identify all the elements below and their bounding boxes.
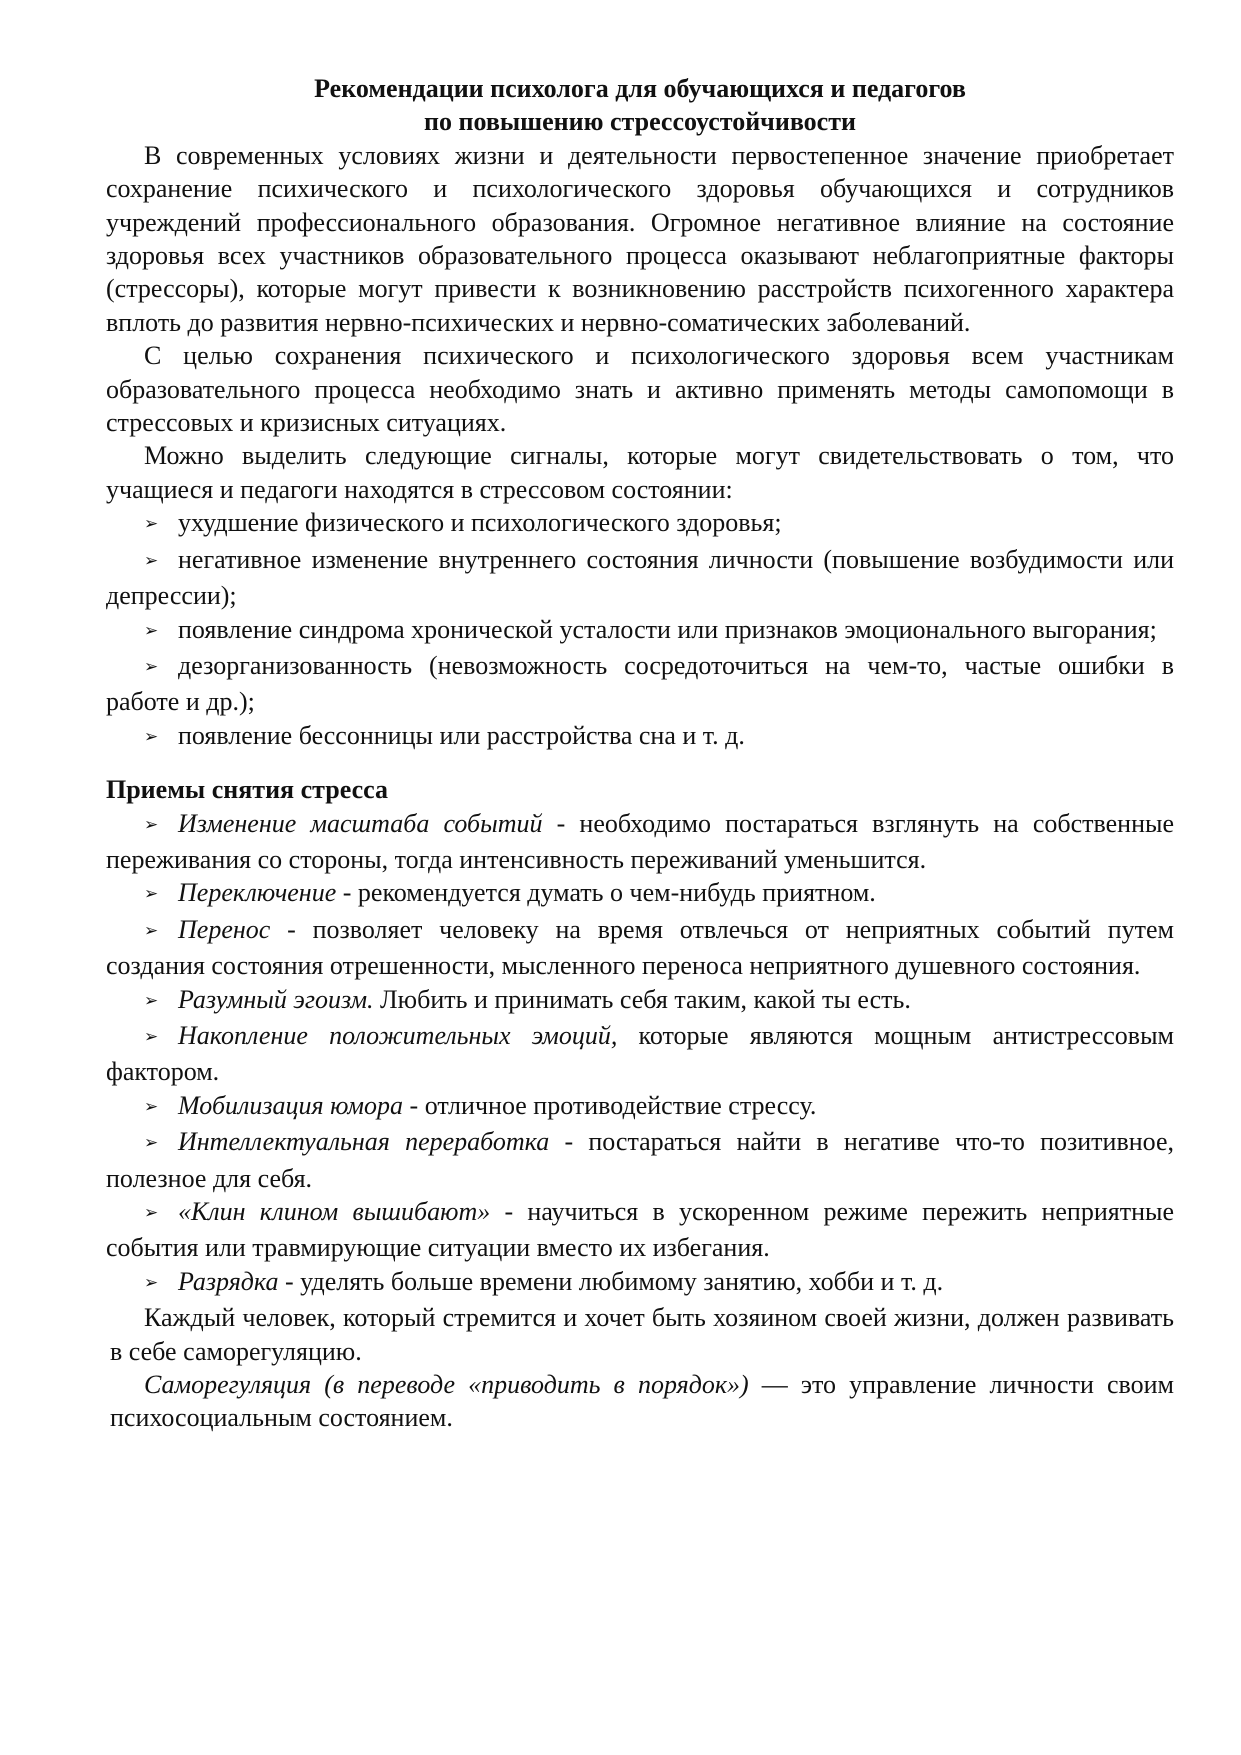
arrow-bullet-icon: ➢	[144, 656, 159, 676]
technique-item	[106, 913, 1174, 983]
signal-item	[106, 649, 1174, 719]
definition-term: Саморегуляция (в переводе «приводить в порядок»)	[144, 1370, 749, 1400]
arrow-bullet-icon: ➢	[144, 814, 159, 834]
technique-term: Разрядка	[178, 1266, 279, 1296]
technique-term: Переключение	[178, 878, 337, 908]
document-title	[106, 72, 1174, 139]
arrow-bullet-icon: ➢	[144, 884, 159, 904]
technique-item	[106, 876, 1174, 912]
technique-text: - позволяет человеку на время отвлечься от неприятных событий путем создания состояния отрешенности, мысленного переноса неприятного душевного состояния.	[106, 914, 1174, 981]
signal-item	[106, 506, 1174, 542]
arrow-bullet-icon: ➢	[144, 1096, 159, 1116]
signal-item	[106, 719, 1174, 755]
intro-paragraph-2: С целью сохранения психического и психологического здоровья всем участникам образовательного процесса необходимо знать и активно применять методы самопомощи в стрессовых и кризисных ситуациях.	[106, 341, 1174, 438]
technique-term: Интеллектуальная переработка	[178, 1127, 550, 1157]
technique-item	[106, 1125, 1174, 1195]
technique-text: которые являются мощным антистрессовым фактором.	[106, 1020, 1175, 1087]
arrow-bullet-icon: ➢	[144, 1272, 159, 1292]
signals-list	[106, 506, 1174, 755]
technique-text: - рекомендуется думать о чем-нибудь приятном.	[336, 878, 876, 908]
technique-term: Разумный эгоизм.	[178, 984, 374, 1014]
signal-item	[106, 543, 1174, 613]
technique-term: Накопление положительных эмоций,	[178, 1020, 618, 1050]
technique-text: - научиться в ускоренном режиме пережить неприятные события или травмирующие ситуации вместо их избегания.	[106, 1197, 1175, 1263]
arrow-bullet-icon: ➢	[144, 920, 159, 940]
closing-paragraph: Каждый человек, который стремится и хочет быть хозяином своей жизни, должен развивать в себе саморегуляцию.	[110, 1303, 1174, 1366]
arrow-bullet-icon: ➢	[144, 1203, 159, 1222]
arrow-bullet-icon: ➢	[144, 990, 159, 1010]
technique-item	[106, 1019, 1174, 1089]
arrow-bullet-icon: ➢	[144, 620, 159, 640]
technique-text: Любить и принимать себя таким, какой ты есть.	[373, 984, 911, 1014]
arrow-bullet-icon: ➢	[144, 514, 159, 534]
technique-text: - постараться найти в негативе что-то позитивное, полезное для себя.	[106, 1127, 1175, 1193]
arrow-bullet-icon: ➢	[144, 1133, 159, 1153]
techniques-list	[106, 807, 1174, 1302]
technique-term: Перенос	[178, 914, 271, 944]
signal-text: появление бессонницы или расстройства сна и т. д.	[178, 720, 745, 750]
technique-item	[106, 1265, 1174, 1301]
technique-text: - необходимо постараться взглянуть на собственные переживания со стороны, тогда интенсивность переживаний уменьшится.	[106, 808, 1174, 874]
section-heading: Приемы снятия стресса	[106, 775, 388, 805]
arrow-bullet-icon: ➢	[144, 550, 159, 570]
signal-text: ухудшение физического и психологического здоровья;	[178, 508, 782, 538]
title-line-1: Рекомендации психолога для обучающихся и педагогов	[314, 74, 966, 103]
signal-text: негативное изменение внутреннего состояния личности (повышение возбудимости или депрессии);	[106, 544, 1174, 611]
definition-paragraph	[106, 1368, 1174, 1435]
intro-paragraph-3: Можно выделить следующие сигналы, которые могут свидетельствовать о том, что учащиеся и педагоги находятся в стрессовом состоянии:	[106, 441, 1174, 504]
signal-text: появление синдрома хронической усталости или признаков эмоционального выгорания;	[178, 614, 1157, 644]
technique-term: «Клин клином вышибают»	[178, 1197, 491, 1226]
technique-text: - отличное противодействие стрессу.	[403, 1090, 817, 1120]
technique-item	[106, 807, 1174, 877]
arrow-bullet-icon: ➢	[144, 726, 159, 746]
technique-item	[106, 1089, 1174, 1125]
title-line-2: по повышению стрессоустойчивости	[424, 107, 856, 137]
technique-item	[106, 983, 1174, 1019]
intro-paragraph-1: В современных условиях жизни и деятельности первостепенное значение приобретает сохранение психического и психологического здоровья обучающихся и сотрудников учреждений профессионального образования. Огромное негативное влияние на состояние здоровья всех участников образовательного процесса оказывают неблагоприятные факторы (стрессоры), которые могут привести к возникновению расстройств психогенного характера вплоть до развития нервно-психических и нервно-соматических заболеваний.	[106, 140, 1174, 337]
technique-term: Изменение масштаба событий	[178, 808, 543, 838]
definition-text: — это управление личности своим психосоциальным состоянием.	[110, 1370, 1174, 1433]
technique-term: Мобилизация юмора	[178, 1090, 404, 1120]
technique-text: - уделять больше времени любимому занятию, хобби и т. д.	[278, 1266, 944, 1296]
arrow-bullet-icon: ➢	[144, 1026, 159, 1046]
signal-item	[106, 613, 1174, 649]
technique-item	[106, 1195, 1174, 1265]
document-page	[106, 72, 1174, 1435]
signal-text: дезорганизованность (невозможность сосредоточиться на чем-то, частые ошибки в работе и др.);	[106, 650, 1174, 717]
